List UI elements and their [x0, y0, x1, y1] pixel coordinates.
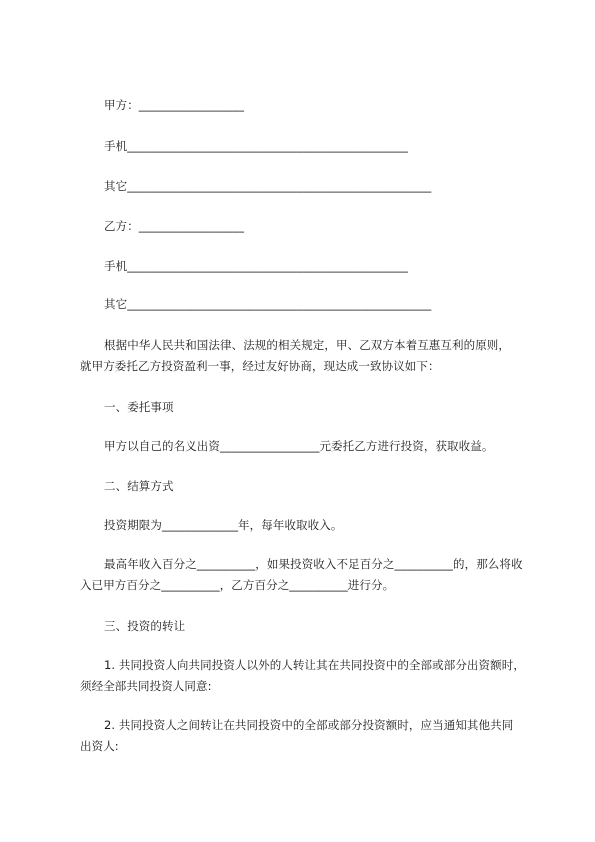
section-1-body: 甲方以自己的名义出资_________________元委托乙方进行投资，获取收益。 [104, 439, 494, 453]
section-3-item-1-line-1: 1. 共同投资人向共同投资人以外的人转让其在共同投资中的全部或部分出资额时， [104, 658, 525, 672]
section-3-item-1-line-2: 须经全部共同投资人同意: [80, 679, 212, 693]
section-2-income-line-1: 最高年收入百分之__________，如果投资收入不足百分之__________的，那么将收 [104, 557, 523, 571]
preamble-line-1: 根据中华人民共和国法律、法规的相关规定，甲、乙双方本着互惠互利的原则， [104, 338, 510, 352]
party-a-name-line: 甲方：__________________ [104, 98, 245, 112]
preamble-line-2: 就甲方委托乙方投资盈利一事，经过友好协商，现达成一致协议如下： [80, 359, 440, 373]
section-2-income-line-2: 入已甲方百分之__________，乙方百分之__________进行分。 [80, 578, 395, 592]
section-2-heading: 二、结算方式 [104, 479, 174, 493]
section-2-term: 投资期限为_____________年，每年收取收入。 [104, 518, 343, 532]
party-b-name-line: 乙方：__________________ [104, 219, 245, 233]
party-b-phone-line: 手机________________________________________________ [104, 259, 408, 273]
section-1-heading: 一、委托事项 [104, 400, 174, 414]
party-a-other-line: 其它____________________________________________________ [104, 179, 432, 193]
section-3-item-2-line-2: 出资人: [80, 739, 119, 753]
section-3-heading: 三、投资的转让 [104, 619, 186, 633]
party-a-phone-line: 手机________________________________________________ [104, 139, 408, 153]
party-b-other-line: 其它____________________________________________________ [104, 297, 432, 311]
section-3-item-2-line-1: 2. 共同投资人之间转让在共同投资中的全部或部分投资额时，应当通知其他共同 [104, 718, 514, 732]
